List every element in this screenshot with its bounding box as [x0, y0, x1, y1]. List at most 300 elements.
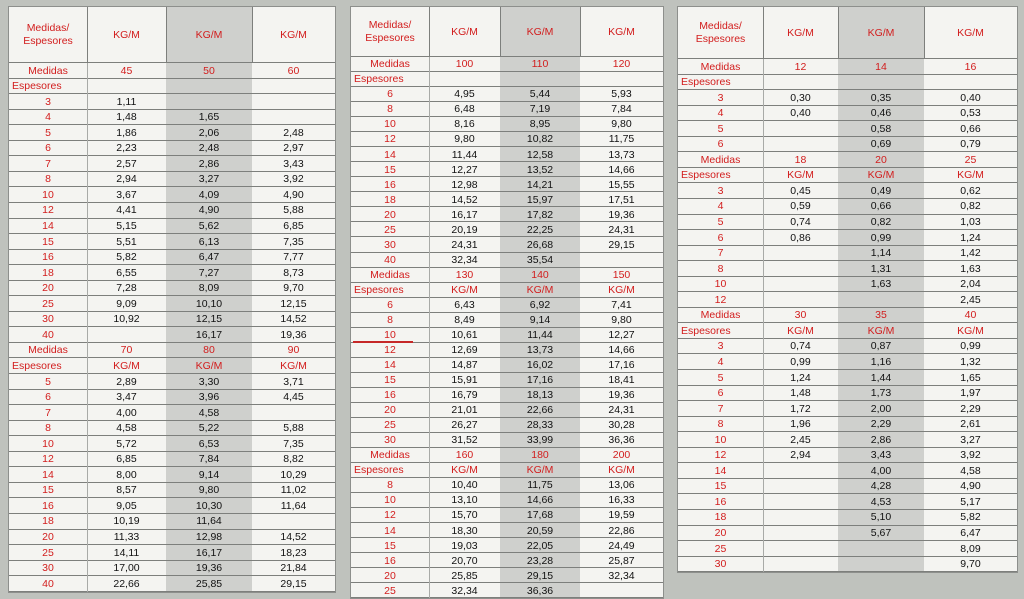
kgm-value: 22,05 [526, 539, 554, 552]
header-medidas-espesores: Medidas/ Espesores [23, 22, 73, 47]
row-edge-gap [682, 91, 683, 105]
espesor-value: 20 [384, 404, 396, 417]
kgm-value: 26,27 [451, 419, 478, 432]
row-edge-gap [13, 499, 14, 513]
kgm-value: 24,31 [608, 223, 635, 236]
espesor-value: 20 [714, 527, 727, 540]
medida-value: 16 [964, 60, 977, 73]
espesor-value: 6 [45, 142, 51, 155]
kgm-value: 3,96 [198, 391, 220, 404]
espesor-value: 40 [42, 328, 54, 341]
row-edge-gap [355, 359, 356, 372]
table-row [351, 433, 663, 448]
kgm-value: 1,24 [790, 371, 811, 384]
medidas-label: Medidas [28, 344, 68, 357]
kgm-label: KG/M [451, 464, 478, 477]
table-panel-1 [8, 6, 336, 593]
kgm-value: 1,48 [790, 387, 811, 400]
table-row [351, 343, 663, 358]
espesor-value: 4 [717, 200, 724, 213]
kgm-value: 5,93 [611, 88, 632, 101]
kgm-value: 8,95 [529, 118, 551, 131]
medida-value: 25 [964, 153, 977, 166]
kgm-value: 0,79 [960, 138, 981, 151]
row-edge-gap [13, 453, 14, 467]
table-row [678, 370, 1017, 386]
kgm-value: 3,43 [870, 449, 892, 462]
kgm-value [763, 526, 838, 542]
header-column-divider [166, 7, 167, 63]
row-edge-gap [682, 184, 683, 198]
kgm-value: 6,85 [116, 453, 137, 466]
espesor-value: 15 [384, 539, 396, 552]
espesor-value: 4 [717, 107, 724, 120]
row-edge-gap [13, 422, 14, 436]
espesor-value: 6 [717, 138, 724, 151]
kgm-value: 14,52 [451, 193, 478, 206]
row-edge-gap [355, 539, 356, 552]
kgm-value: 2,29 [870, 418, 892, 431]
kgm-value: 4,95 [454, 88, 475, 101]
table-panel-2 [350, 6, 664, 599]
row-edge-gap [13, 188, 14, 202]
kgm-value: 6,43 [454, 298, 475, 311]
row-edge-gap [13, 313, 14, 327]
table-row [678, 339, 1017, 355]
table-row [678, 277, 1017, 293]
medidas-label: Medidas [370, 58, 410, 71]
row-edge-gap [355, 223, 356, 236]
table-row [351, 237, 663, 252]
kgm-value: 1,65 [198, 111, 220, 124]
espesor-value: 10 [42, 188, 54, 201]
row-edge-gap [682, 558, 683, 572]
kgm-label: KG/M [787, 324, 814, 337]
espesores-row [351, 283, 663, 298]
row-edge-gap [682, 480, 683, 494]
kgm-value: 8,00 [116, 468, 137, 481]
kgm-value: 9,14 [198, 468, 220, 481]
espesor-value: 25 [384, 419, 396, 432]
medidas-label: Medidas [28, 64, 68, 77]
kgm-value: 36,36 [608, 434, 635, 447]
header-column-divider [252, 7, 253, 63]
table-row [9, 467, 335, 483]
kgm-value: 12,58 [526, 148, 554, 161]
row-edge-gap [355, 479, 356, 492]
kgm-value: 11,02 [280, 484, 307, 497]
row-edge-gap [682, 200, 683, 214]
kgm-value: 0,74 [790, 340, 811, 353]
kgm-value: 4,09 [198, 188, 220, 201]
medida-value: 70 [120, 344, 133, 357]
kgm-value: 3,47 [116, 391, 137, 404]
kgm-value: 17,68 [526, 509, 554, 522]
medida-value: 120 [612, 58, 631, 71]
espesor-value: 15 [42, 484, 54, 497]
kgm-value: 19,36 [280, 328, 307, 341]
kgm-value: 19,59 [608, 509, 635, 522]
kgm-value: 12,27 [451, 163, 478, 176]
kgm-value: 8,16 [454, 118, 475, 131]
kgm-value: 14,66 [526, 494, 554, 507]
espesores-label: Espesores [681, 324, 731, 337]
table-row [678, 541, 1017, 557]
table-row [9, 281, 335, 297]
kgm-value: 7,28 [116, 282, 137, 295]
espesor-value: 30 [384, 238, 396, 251]
espesor-value: 16 [714, 495, 727, 508]
kgm-value: 5,72 [116, 437, 137, 450]
kgm-value: 19,36 [608, 389, 635, 402]
espesor-value: 20 [384, 208, 396, 221]
kgm-value: 8,49 [454, 313, 475, 326]
table-row [678, 557, 1017, 573]
espesor-value: 5 [717, 122, 724, 135]
kgm-value: 3,92 [960, 449, 981, 462]
table-row [9, 514, 335, 530]
row-edge-gap [682, 433, 683, 447]
row-edge-gap [355, 103, 356, 116]
table-row [9, 203, 335, 219]
row-edge-gap [682, 495, 683, 509]
kgm-value: 9,80 [454, 133, 475, 146]
espesor-value: 6 [717, 387, 724, 400]
kgm-value: 1,16 [870, 355, 892, 368]
medidas-row [9, 343, 335, 359]
row-edge-gap [13, 577, 14, 591]
kgm-value: 4,58 [960, 464, 981, 477]
kgm-value: 3,27 [198, 173, 220, 186]
table-row [9, 172, 335, 188]
espesor-value: 16 [42, 499, 54, 512]
kgm-value: 32,34 [451, 584, 478, 597]
table-row [351, 493, 663, 508]
kgm-value: 11,44 [451, 148, 478, 161]
row-edge-gap [682, 262, 683, 276]
kgm-value: 10,61 [451, 328, 478, 341]
kgm-value: 0,30 [790, 91, 811, 104]
kgm-value: 14,87 [451, 359, 478, 372]
kgm-value: 1,63 [960, 262, 981, 275]
kgm-value: 3,92 [283, 173, 304, 186]
espesor-value: 3 [717, 91, 724, 104]
kgm-value: 11,64 [196, 515, 222, 528]
espesor-value: 12 [714, 293, 727, 306]
kgm-value: 13,73 [608, 148, 635, 161]
kgm-value: 5,44 [529, 88, 551, 101]
kgm-value: 0,86 [790, 231, 811, 244]
row-edge-gap [13, 484, 14, 498]
kgm-value: 0,40 [960, 91, 981, 104]
kgm-value: 18,23 [280, 546, 307, 559]
row-edge-gap [13, 468, 14, 482]
table-row [678, 526, 1017, 542]
espesores-label: Espesores [681, 76, 731, 89]
kgm-value: 9,09 [116, 297, 137, 310]
medidas-label: Medidas [370, 449, 410, 462]
kgm-value: 0,82 [960, 200, 981, 213]
medidas-row [678, 152, 1017, 168]
espesor-value: 16 [384, 554, 396, 567]
row-edge-gap [13, 437, 14, 451]
kgm-value: 25,85 [195, 577, 223, 590]
kgm-value: 26,68 [526, 238, 554, 251]
kgm-value: 8,57 [116, 484, 137, 497]
kgm-value: 9,80 [198, 484, 220, 497]
medida-value: 200 [612, 449, 631, 462]
kgm-value: 1,48 [116, 111, 137, 124]
kgm-value: 35,54 [526, 253, 554, 266]
row-edge-gap [682, 418, 683, 432]
espesor-value: 10 [714, 278, 727, 291]
kgm-value: 11,75 [608, 133, 635, 146]
kgm-value: 4,00 [870, 464, 892, 477]
espesor-value: 30 [42, 313, 54, 326]
table-row [9, 234, 335, 250]
espesor-value: 6 [717, 231, 724, 244]
espesores-row [351, 72, 663, 87]
table-row [9, 561, 335, 577]
espesores-row [351, 463, 663, 478]
kgm-value: 9,14 [529, 313, 551, 326]
kgm-value: 0,40 [790, 107, 811, 120]
table-row [351, 358, 663, 373]
kgm-value: 2,61 [960, 418, 981, 431]
kgm-value: 3,43 [283, 157, 304, 170]
espesor-value: 5 [45, 375, 51, 388]
kgm-value: 0,45 [790, 184, 811, 197]
table-row [351, 192, 663, 207]
header-kgm: KG/M [957, 26, 984, 39]
kgm-value: 12,69 [451, 344, 478, 357]
kgm-value: 0,58 [870, 122, 892, 135]
kgm-value [252, 514, 335, 530]
row-edge-gap [682, 511, 683, 525]
kgm-value: 15,70 [451, 509, 478, 522]
medidas-label: Medidas [700, 153, 741, 166]
kgm-value: 2,94 [790, 449, 811, 462]
kgm-value: 1,73 [870, 387, 892, 400]
kgm-value [580, 253, 663, 268]
kgm-value: 2,86 [198, 157, 220, 170]
row-edge-gap [13, 282, 14, 296]
kgm-value: 12,15 [280, 297, 307, 310]
espesor-value: 6 [45, 391, 51, 404]
kgm-value [763, 479, 838, 495]
kgm-value: 1,72 [790, 402, 811, 415]
kgm-value: 2,06 [198, 126, 220, 139]
table-row [351, 418, 663, 433]
kgm-value: 23,28 [526, 554, 554, 567]
kgm-value: 16,02 [526, 359, 554, 372]
kgm-value: 31,52 [451, 434, 478, 447]
kgm-value: 25,85 [451, 569, 478, 582]
table-row [9, 483, 335, 499]
kgm-value: 17,00 [113, 562, 140, 575]
kgm-label: KG/M [526, 464, 554, 477]
kgm-value: 17,51 [608, 193, 635, 206]
row-edge-gap [13, 111, 14, 125]
kgm-value: 0,99 [960, 340, 981, 353]
kgm-value [763, 277, 838, 293]
table-row [351, 222, 663, 237]
medidas-row [351, 268, 663, 283]
espesor-value: 25 [384, 584, 396, 597]
medidas-label: Medidas [700, 60, 741, 73]
espesor-value: 30 [42, 562, 54, 575]
medida-value: 140 [531, 268, 549, 281]
kgm-value: 18,13 [526, 389, 554, 402]
table-row [678, 292, 1017, 308]
kgm-value: 0,99 [870, 231, 892, 244]
kgm-value: 15,55 [608, 178, 635, 191]
first-column-divider [87, 63, 88, 592]
espesor-value: 3 [717, 184, 724, 197]
kgm-value: 0,35 [870, 91, 892, 104]
kgm-value [763, 137, 838, 153]
kgm-value: 3,30 [198, 375, 220, 388]
kgm-value: 2,00 [870, 402, 892, 415]
kgm-label: KG/M [867, 169, 895, 182]
medidas-row [678, 59, 1017, 75]
medida-value: 40 [964, 309, 977, 322]
kgm-value: 3,67 [116, 188, 137, 201]
row-edge-gap [13, 406, 14, 420]
kgm-value: 12,98 [195, 531, 223, 544]
kgm-value: 1,32 [960, 355, 981, 368]
kgm-value: 32,34 [451, 253, 478, 266]
table-row [9, 110, 335, 126]
kgm-value: 29,15 [280, 577, 307, 590]
medidas-label: Medidas [370, 268, 410, 281]
kgm-value: 16,79 [451, 389, 478, 402]
kgm-label: KG/M [451, 283, 478, 296]
first-column-divider [429, 57, 430, 598]
kgm-value: 13,73 [526, 344, 554, 357]
kgm-value: 32,34 [608, 569, 635, 582]
kgm-value: 5,51 [116, 235, 137, 248]
espesor-value: 15 [42, 235, 54, 248]
kgm-value: 8,09 [960, 542, 981, 555]
espesor-value: 16 [384, 178, 396, 191]
kgm-value: 4,45 [283, 391, 304, 404]
table-row [678, 215, 1017, 231]
table-row [9, 436, 335, 452]
row-edge-gap [682, 216, 683, 230]
kgm-value: 7,19 [529, 103, 551, 116]
table-row [9, 296, 335, 312]
row-edge-gap [682, 107, 683, 121]
kgm-value: 14,11 [113, 546, 140, 559]
table-row [9, 125, 335, 141]
kgm-value: 7,35 [283, 235, 304, 248]
espesor-value: 8 [717, 418, 724, 431]
header-kgm: KG/M [195, 28, 223, 41]
espesor-value: 5 [45, 126, 51, 139]
row-edge-gap [682, 542, 683, 556]
kgm-value: 36,36 [526, 584, 554, 597]
kgm-value [763, 463, 838, 479]
espesor-value: 7 [45, 157, 51, 170]
kgm-value: 8,09 [198, 282, 220, 295]
kgm-value: 10,82 [526, 133, 554, 146]
row-edge-gap [13, 297, 14, 311]
kgm-value [838, 292, 924, 308]
header-column-divider [580, 7, 581, 57]
header-column-divider [429, 7, 430, 57]
table-row [678, 137, 1017, 153]
kgm-value: 0,49 [870, 184, 892, 197]
kgm-value: 14,66 [608, 163, 635, 176]
espesor-value: 18 [42, 515, 54, 528]
header-medidas-espesores: Medidas/ Espesores [365, 19, 415, 44]
medida-value: 14 [875, 60, 887, 73]
espesor-value: 15 [714, 480, 727, 493]
kgm-value: 10,40 [451, 479, 478, 492]
header-kgm: KG/M [280, 28, 307, 41]
row-edge-gap [13, 251, 14, 265]
kgm-value: 5,88 [283, 204, 304, 217]
kgm-value: 4,90 [198, 204, 220, 217]
kgm-value: 7,41 [611, 298, 632, 311]
espesor-value: 8 [387, 103, 393, 116]
table-row [9, 265, 335, 281]
row-edge-gap [13, 95, 14, 109]
medida-value: 60 [287, 64, 300, 77]
espesor-value: 14 [384, 148, 396, 161]
kgm-value: 4,28 [870, 480, 892, 493]
kgm-value: 11,44 [527, 328, 553, 341]
row-edge-gap [355, 494, 356, 507]
table-row [9, 390, 335, 406]
espesor-value: 15 [384, 163, 396, 176]
medida-value: 35 [875, 309, 887, 322]
espesor-value: 10 [42, 437, 54, 450]
medida-value: 110 [531, 58, 549, 71]
espesor-value: 12 [42, 204, 54, 217]
kgm-value: 9,70 [960, 558, 981, 571]
kgm-value: 2,45 [960, 293, 981, 306]
table-row [351, 403, 663, 418]
kgm-value: 14,21 [526, 178, 554, 191]
table-row [678, 230, 1017, 246]
espesor-value: 12 [714, 449, 727, 462]
kgm-value: 2,86 [870, 433, 892, 446]
espesor-value: 30 [384, 434, 396, 447]
table-row [351, 478, 663, 493]
kgm-value [87, 327, 166, 343]
kgm-value [763, 557, 838, 573]
row-edge-gap [682, 122, 683, 136]
kgm-value: 18,41 [608, 374, 635, 387]
table-row [351, 87, 663, 102]
kgm-value [838, 557, 924, 573]
table-row [351, 147, 663, 162]
kgm-value: 5,17 [960, 495, 981, 508]
table-row [678, 386, 1017, 402]
medida-value: 130 [455, 268, 474, 281]
row-edge-gap [13, 173, 14, 187]
espesor-value: 16 [42, 251, 54, 264]
espesor-value: 20 [42, 282, 54, 295]
espesor-value: 25 [714, 542, 727, 555]
kgm-value: 22,66 [113, 577, 140, 590]
kgm-value: 21,84 [280, 562, 307, 575]
espesor-value: 20 [42, 531, 54, 544]
row-edge-gap [682, 293, 683, 307]
kgm-value [838, 541, 924, 557]
